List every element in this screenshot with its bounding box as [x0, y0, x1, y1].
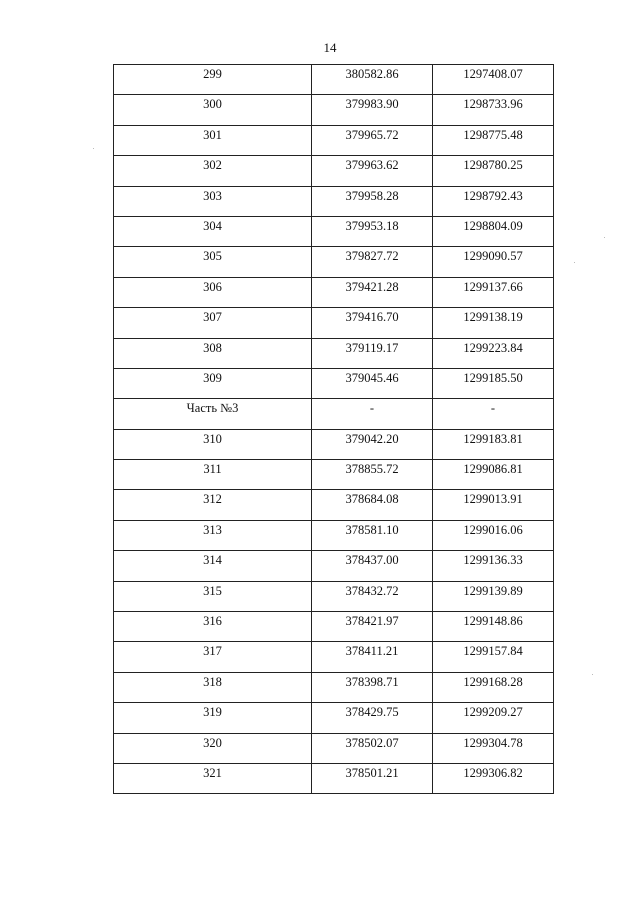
- y-coordinate-cell: 1299168.28: [433, 672, 554, 702]
- scan-speck: [592, 674, 593, 675]
- point-number-cell: 320: [114, 733, 312, 763]
- point-number-cell: 301: [114, 125, 312, 155]
- point-number-cell: 319: [114, 703, 312, 733]
- scan-speck: [574, 262, 575, 263]
- table-row: [114, 125, 554, 155]
- y-coordinate-cell: 1299209.27: [433, 703, 554, 733]
- table-row: [114, 277, 554, 307]
- table-row: [114, 763, 554, 793]
- scan-speck: [604, 237, 605, 238]
- y-coordinate-cell: 1299016.06: [433, 520, 554, 550]
- point-number-cell: 315: [114, 581, 312, 611]
- x-coordinate-cell: -: [312, 399, 433, 429]
- y-coordinate-cell: 1297408.07: [433, 65, 554, 95]
- x-coordinate-cell: 378421.97: [312, 612, 433, 642]
- point-number-cell: 309: [114, 368, 312, 398]
- y-coordinate-cell: 1299090.57: [433, 247, 554, 277]
- point-number-cell: 317: [114, 642, 312, 672]
- point-number-cell: 303: [114, 186, 312, 216]
- x-coordinate-cell: 378581.10: [312, 520, 433, 550]
- y-coordinate-cell: 1299148.86: [433, 612, 554, 642]
- point-number-cell: 313: [114, 520, 312, 550]
- x-coordinate-cell: 379958.28: [312, 186, 433, 216]
- table-row: [114, 95, 554, 125]
- table-row: [114, 733, 554, 763]
- table-row: [114, 429, 554, 459]
- point-number-cell: 306: [114, 277, 312, 307]
- point-number-cell: 312: [114, 490, 312, 520]
- table-row: [114, 581, 554, 611]
- y-coordinate-cell: 1299223.84: [433, 338, 554, 368]
- table-row: [114, 672, 554, 702]
- x-coordinate-cell: 379421.28: [312, 277, 433, 307]
- table-row: [114, 186, 554, 216]
- table-row: [114, 368, 554, 398]
- y-coordinate-cell: 1299086.81: [433, 460, 554, 490]
- table-row: [114, 156, 554, 186]
- x-coordinate-cell: 380582.86: [312, 65, 433, 95]
- y-coordinate-cell: 1299304.78: [433, 733, 554, 763]
- table-row: [114, 338, 554, 368]
- table-row: [114, 216, 554, 246]
- point-number-cell: 299: [114, 65, 312, 95]
- y-coordinate-cell: 1299183.81: [433, 429, 554, 459]
- table-row: [114, 490, 554, 520]
- x-coordinate-cell: 379963.62: [312, 156, 433, 186]
- x-coordinate-cell: 379827.72: [312, 247, 433, 277]
- table-row: [114, 551, 554, 581]
- page-number: 14: [323, 40, 337, 55]
- y-coordinate-cell: 1298775.48: [433, 125, 554, 155]
- table-row: [114, 399, 554, 429]
- x-coordinate-cell: 379965.72: [312, 125, 433, 155]
- table-row: [114, 460, 554, 490]
- table-row: [114, 308, 554, 338]
- point-number-cell: 308: [114, 338, 312, 368]
- table-row: [114, 247, 554, 277]
- x-coordinate-cell: 378437.00: [312, 551, 433, 581]
- table-row: [114, 65, 554, 95]
- x-coordinate-cell: 378855.72: [312, 460, 433, 490]
- y-coordinate-cell: 1299137.66: [433, 277, 554, 307]
- table-row: [114, 642, 554, 672]
- y-coordinate-cell: 1299013.91: [433, 490, 554, 520]
- x-coordinate-cell: 378429.75: [312, 703, 433, 733]
- x-coordinate-cell: 379953.18: [312, 216, 433, 246]
- point-number-cell: 311: [114, 460, 312, 490]
- y-coordinate-cell: 1299136.33: [433, 551, 554, 581]
- table-row: [114, 612, 554, 642]
- table-row: [114, 520, 554, 550]
- table-row: [114, 703, 554, 733]
- x-coordinate-cell: 379983.90: [312, 95, 433, 125]
- point-number-cell: 302: [114, 156, 312, 186]
- y-coordinate-cell: 1299185.50: [433, 368, 554, 398]
- point-number-cell: 321: [114, 763, 312, 793]
- y-coordinate-cell: 1298780.25: [433, 156, 554, 186]
- y-coordinate-cell: 1299157.84: [433, 642, 554, 672]
- point-number-cell: 307: [114, 308, 312, 338]
- x-coordinate-cell: 379042.20: [312, 429, 433, 459]
- point-number-cell: 304: [114, 216, 312, 246]
- y-coordinate-cell: 1299139.89: [433, 581, 554, 611]
- point-number-cell: Часть №3: [114, 399, 312, 429]
- scan-speck: [93, 148, 94, 149]
- x-coordinate-cell: 378502.07: [312, 733, 433, 763]
- x-coordinate-cell: 378684.08: [312, 490, 433, 520]
- y-coordinate-cell: -: [433, 399, 554, 429]
- x-coordinate-cell: 378501.21: [312, 763, 433, 793]
- y-coordinate-cell: 1298792.43: [433, 186, 554, 216]
- point-number-cell: 318: [114, 672, 312, 702]
- y-coordinate-cell: 1299306.82: [433, 763, 554, 793]
- point-number-cell: 300: [114, 95, 312, 125]
- x-coordinate-cell: 379045.46: [312, 368, 433, 398]
- x-coordinate-cell: 378398.71: [312, 672, 433, 702]
- x-coordinate-cell: 379119.17: [312, 338, 433, 368]
- x-coordinate-cell: 378432.72: [312, 581, 433, 611]
- point-number-cell: 316: [114, 612, 312, 642]
- point-number-cell: 310: [114, 429, 312, 459]
- point-number-cell: 305: [114, 247, 312, 277]
- coordinates-table: [113, 64, 554, 794]
- coordinates-table-body: [114, 65, 554, 794]
- y-coordinate-cell: 1298733.96: [433, 95, 554, 125]
- x-coordinate-cell: 378411.21: [312, 642, 433, 672]
- point-number-cell: 314: [114, 551, 312, 581]
- x-coordinate-cell: 379416.70: [312, 308, 433, 338]
- y-coordinate-cell: 1298804.09: [433, 216, 554, 246]
- y-coordinate-cell: 1299138.19: [433, 308, 554, 338]
